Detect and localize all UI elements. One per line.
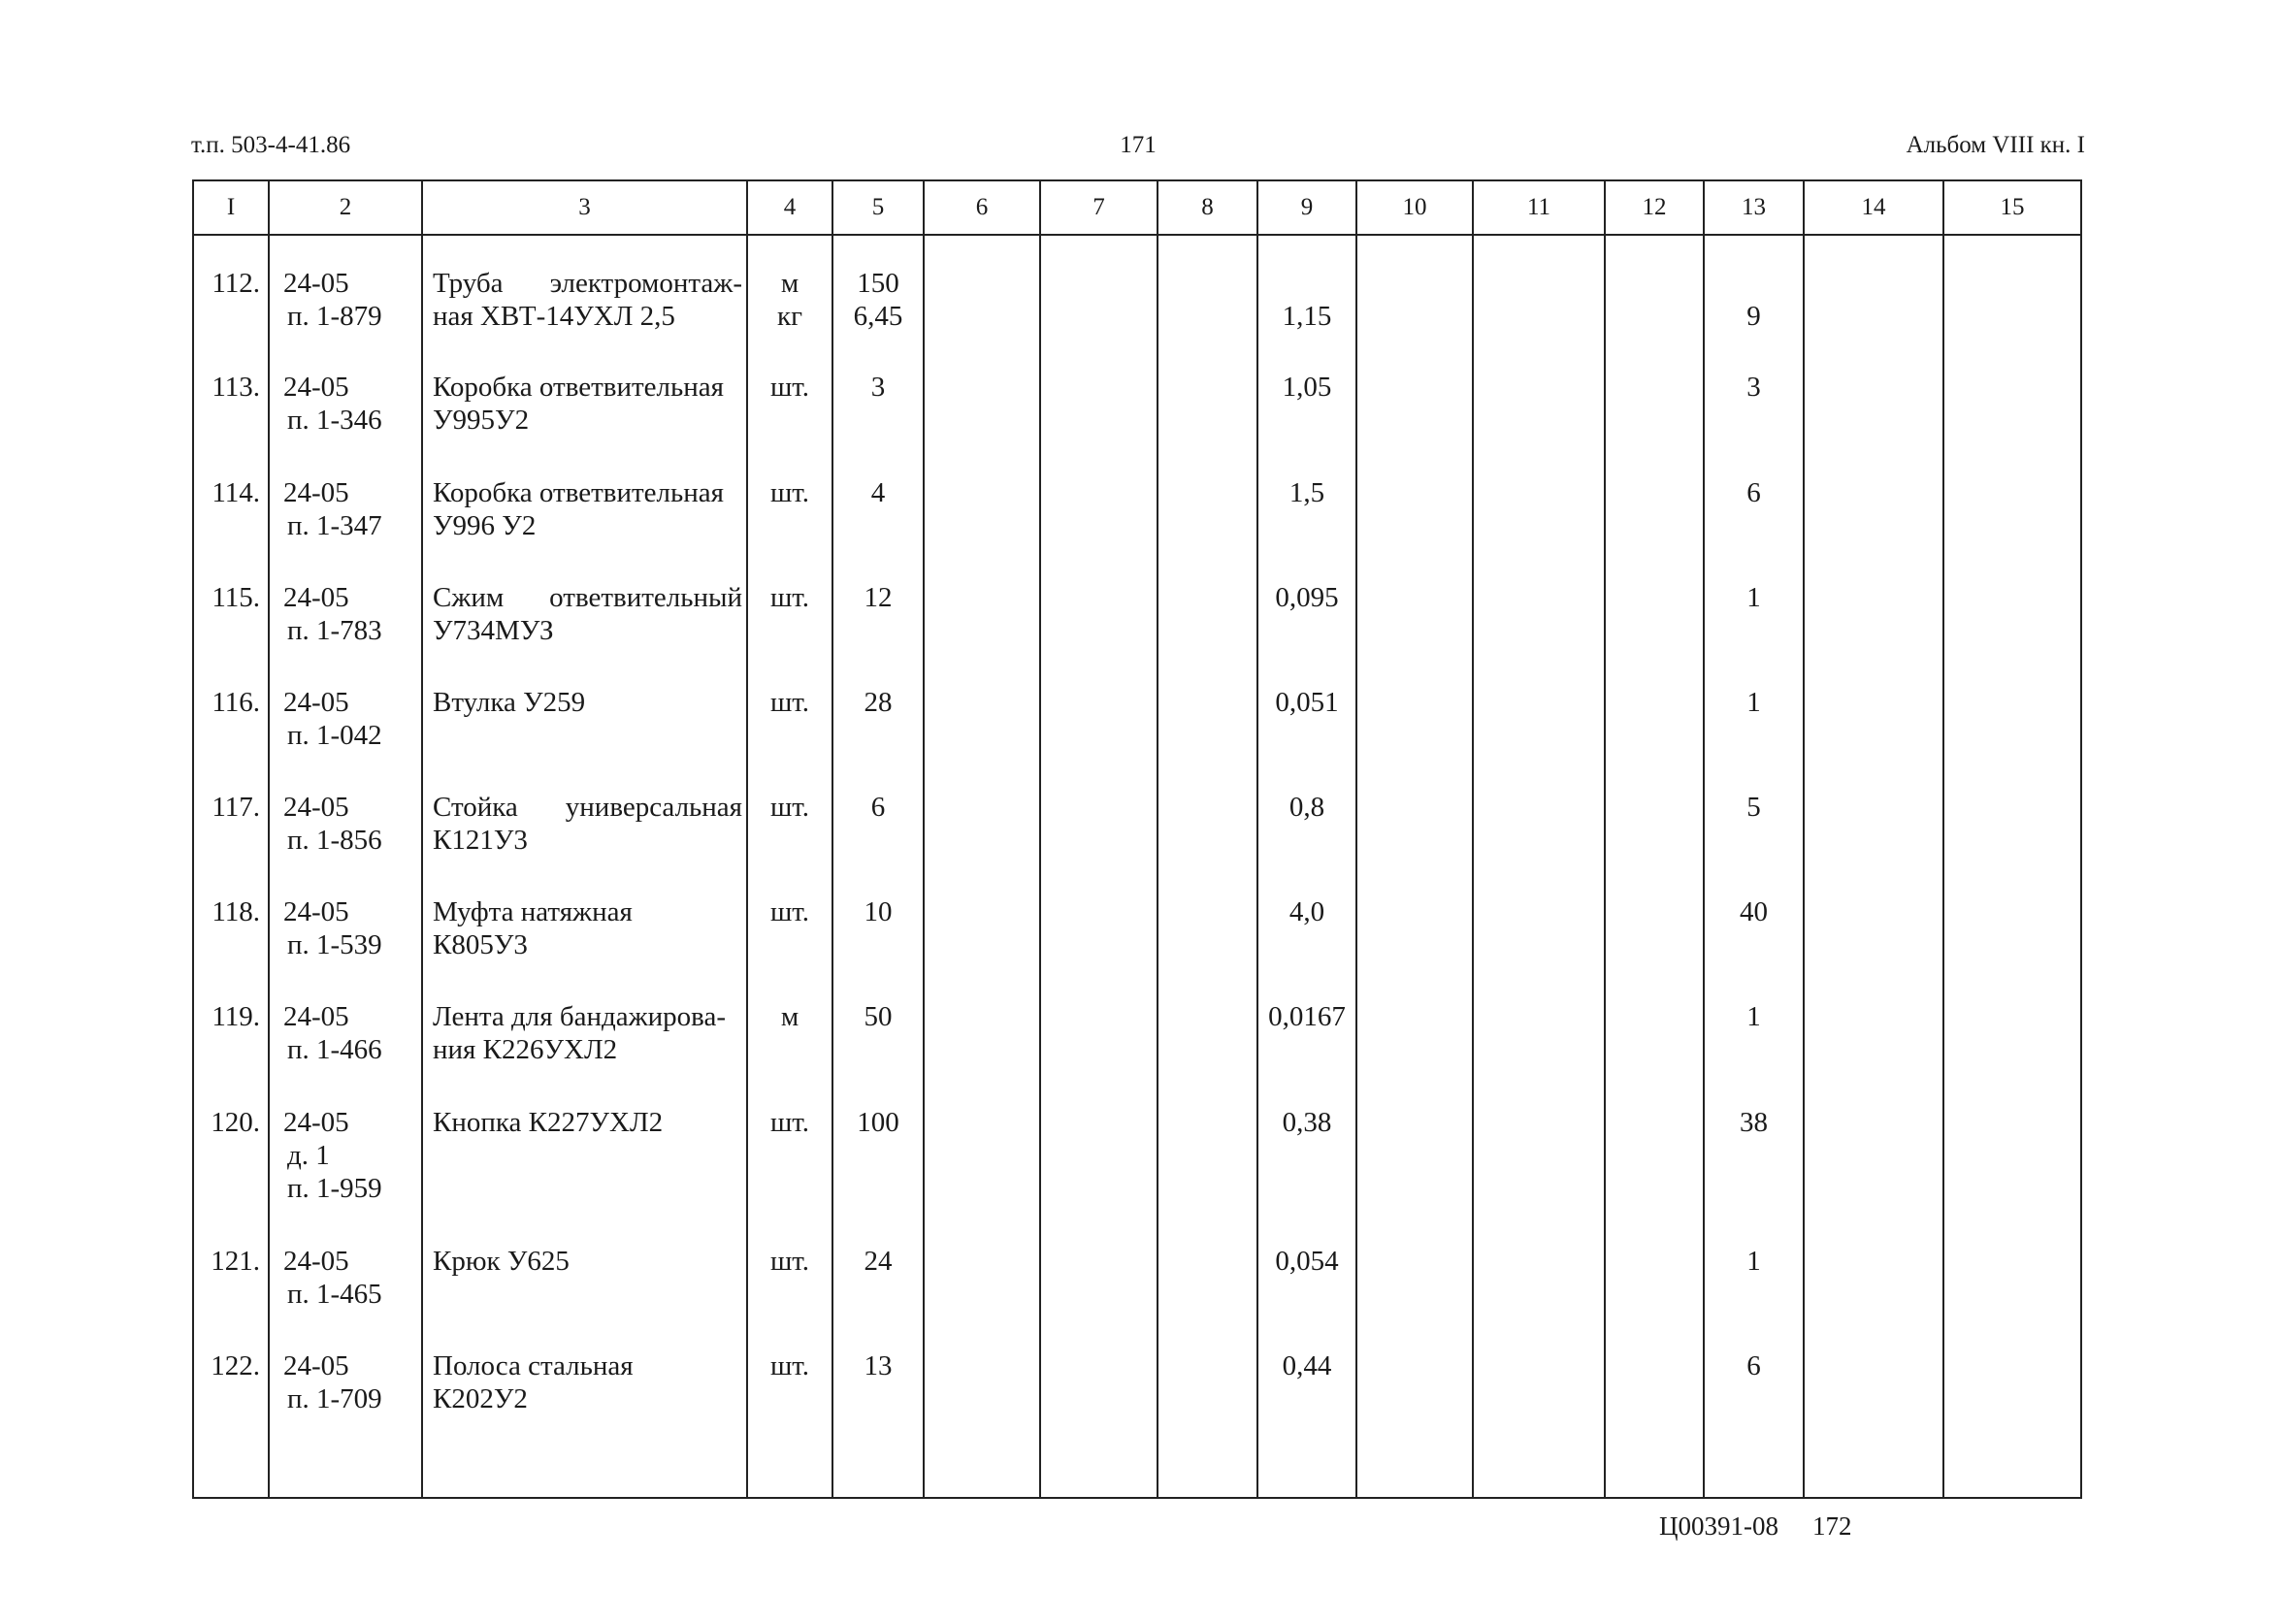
column-header: 11 [1473, 180, 1605, 235]
quantity: 50 [864, 1001, 893, 1033]
empty-cell [1605, 1100, 1704, 1240]
empty-cell [1158, 680, 1257, 785]
empty-cell [924, 1344, 1040, 1498]
col9-cell [1257, 1100, 1356, 1240]
empty-cell [924, 575, 1040, 680]
pricebook-code-cell [269, 680, 422, 785]
col13-value: 5 [1746, 792, 1761, 824]
unit-cell [747, 1239, 832, 1344]
album-reference: Альбом VIII кн. I [1906, 132, 2085, 158]
empty-cell [1040, 575, 1158, 680]
quantity-cell [832, 471, 924, 575]
col9-cell [1257, 1344, 1356, 1498]
empty-cell [1605, 785, 1704, 890]
quantity-cell [832, 1239, 924, 1344]
col9-value: 0,051 [1275, 686, 1339, 718]
empty-cell [1040, 471, 1158, 575]
empty-cell [1605, 575, 1704, 680]
col9-value: 1,15 [1282, 301, 1332, 332]
empty-cell [1943, 1344, 2081, 1498]
empty-cell [1473, 680, 1605, 785]
pricebook-item: п. 1-856 [287, 825, 382, 857]
item-name-line: Муфта натяжная [433, 896, 633, 928]
item-name-line: ния К226УХЛ2 [433, 1034, 618, 1066]
item-number: 114. [193, 471, 269, 575]
item-number: 115. [193, 575, 269, 680]
col13-cell [1704, 890, 1804, 994]
empty-cell [1356, 365, 1473, 470]
column-header: 6 [924, 180, 1040, 235]
pricebook-item: п. 1-959 [287, 1172, 382, 1204]
table-row [193, 575, 2081, 680]
empty-cell [1356, 235, 1473, 365]
empty-cell [1804, 890, 1943, 994]
col13-value: 1 [1746, 1246, 1761, 1278]
empty-cell [1356, 680, 1473, 785]
item-name-cell [422, 680, 747, 785]
empty-cell [1040, 680, 1158, 785]
col9-value: 1,05 [1282, 372, 1332, 404]
empty-cell [1605, 680, 1704, 785]
column-header: 14 [1804, 180, 1943, 235]
col13-value: 3 [1746, 372, 1761, 404]
unit: шт. [769, 686, 810, 718]
item-name-line: Втулка У259 [433, 686, 586, 718]
quantity: 150 [857, 268, 899, 299]
empty-cell [1473, 235, 1605, 365]
col9-cell [1257, 235, 1356, 365]
col9-cell [1257, 785, 1356, 890]
item-number: 119. [193, 994, 269, 1099]
empty-cell [1473, 1239, 1605, 1344]
empty-cell [1040, 1344, 1158, 1498]
item-name-line: Труба электромонтаж- [433, 268, 742, 299]
quantity: 13 [864, 1350, 893, 1382]
quantity-cell [832, 365, 924, 470]
item-name-line: К202У2 [433, 1383, 528, 1415]
empty-cell [1040, 994, 1158, 1099]
quantity-cell [832, 235, 924, 365]
empty-cell [1804, 471, 1943, 575]
unit: м [780, 1001, 799, 1033]
empty-cell [924, 1239, 1040, 1344]
unit-cell [747, 471, 832, 575]
empty-cell [1158, 365, 1257, 470]
pricebook-code: 24-05 [283, 372, 349, 404]
item-name-cell [422, 785, 747, 890]
pricebook-code: 24-05 [283, 476, 349, 508]
item-name-line: Полоса стальная [433, 1350, 634, 1382]
col9-cell [1257, 575, 1356, 680]
item-name-cell [422, 471, 747, 575]
unit-cell [747, 575, 832, 680]
table-row [193, 365, 2081, 470]
empty-cell [1943, 1100, 2081, 1240]
item-number: 117. [193, 785, 269, 890]
empty-cell [1804, 994, 1943, 1099]
item-name-line: ная ХВТ-14УХЛ 2,5 [433, 301, 675, 332]
page-number: 171 [1120, 132, 1157, 158]
empty-cell [1356, 994, 1473, 1099]
table-row [193, 1100, 2081, 1240]
col9-value: 4,0 [1288, 896, 1325, 928]
pricebook-code-cell [269, 575, 422, 680]
empty-cell [924, 471, 1040, 575]
table-row [193, 680, 2081, 785]
unit-cell [747, 680, 832, 785]
empty-cell [1605, 1344, 1704, 1498]
quantity-cell [832, 890, 924, 994]
col13-cell [1704, 994, 1804, 1099]
column-header: 3 [422, 180, 747, 235]
unit: шт. [769, 1106, 810, 1138]
empty-cell [1040, 1100, 1158, 1240]
table-row [193, 1239, 2081, 1344]
item-name-cell [422, 365, 747, 470]
table-row [193, 994, 2081, 1099]
col9-value: 0,44 [1282, 1350, 1332, 1382]
pricebook-code-cell [269, 1239, 422, 1344]
column-header: 10 [1356, 180, 1473, 235]
item-number: 121. [193, 1239, 269, 1344]
pricebook-code: 24-05 [283, 1246, 349, 1278]
quantity-cell [832, 994, 924, 1099]
empty-cell [1040, 235, 1158, 365]
column-header: 12 [1605, 180, 1704, 235]
unit-cell [747, 890, 832, 994]
item-name-line: У734МУЗ [433, 614, 554, 646]
empty-cell [1356, 471, 1473, 575]
empty-cell [1473, 785, 1605, 890]
item-number: 116. [193, 680, 269, 785]
column-header: 5 [832, 180, 924, 235]
pricebook-item: д. 1 [287, 1139, 330, 1171]
pricebook-item: п. 1-465 [287, 1279, 382, 1311]
unit-cell [747, 365, 832, 470]
pricebook-item: п. 1-042 [287, 719, 382, 751]
pricebook-code-cell [269, 785, 422, 890]
sheet-code: Ц00391-08 [1659, 1511, 1778, 1541]
quantity: 4 [870, 476, 886, 508]
quantity-cell [832, 785, 924, 890]
column-header: 15 [1943, 180, 2081, 235]
col13-cell [1704, 1344, 1804, 1498]
quantity-cell [832, 575, 924, 680]
table-row [193, 1344, 2081, 1498]
col13-cell [1704, 785, 1804, 890]
pricebook-code: 24-05 [283, 686, 349, 718]
empty-cell [1473, 890, 1605, 994]
pricebook-code: 24-05 [283, 581, 349, 613]
empty-cell [1158, 890, 1257, 994]
pricebook-code-cell [269, 994, 422, 1099]
column-header: 9 [1257, 180, 1356, 235]
empty-cell [1356, 1239, 1473, 1344]
column-header: I [193, 180, 269, 235]
col9-value: 0,8 [1288, 792, 1325, 824]
empty-cell [1356, 575, 1473, 680]
col9-value: 0,054 [1275, 1246, 1339, 1278]
empty-cell [1804, 680, 1943, 785]
empty-cell [1804, 575, 1943, 680]
unit: шт. [769, 372, 810, 404]
empty-cell [1158, 1239, 1257, 1344]
empty-cell [1356, 785, 1473, 890]
pricebook-code: 24-05 [283, 1350, 349, 1382]
unit-cell [747, 235, 832, 365]
col13-value: 38 [1740, 1106, 1768, 1138]
pricebook-code-cell [269, 365, 422, 470]
col9-cell [1257, 365, 1356, 470]
unit-cell [747, 1100, 832, 1240]
item-number: 120. [193, 1100, 269, 1240]
pricebook-item: п. 1-466 [287, 1034, 382, 1066]
item-name-cell [422, 235, 747, 365]
empty-cell [1943, 890, 2081, 994]
col13-value: 1 [1746, 581, 1761, 613]
col9-value: 0,38 [1282, 1106, 1332, 1138]
empty-cell [924, 890, 1040, 994]
pricebook-code-cell [269, 890, 422, 994]
empty-cell [1943, 235, 2081, 365]
empty-cell [924, 680, 1040, 785]
pricebook-code-cell [269, 235, 422, 365]
empty-cell [1943, 575, 2081, 680]
unit-cell [747, 1344, 832, 1498]
item-name-line: Сжим ответвительный [433, 581, 742, 613]
col13-cell [1704, 1239, 1804, 1344]
col9-cell [1257, 890, 1356, 994]
pricebook-code: 24-05 [283, 268, 349, 299]
empty-cell [1943, 471, 2081, 575]
col13-value: 6 [1746, 476, 1761, 508]
pricebook-item: п. 1-346 [287, 405, 382, 437]
item-name-cell [422, 1239, 747, 1344]
unit-cell [747, 994, 832, 1099]
item-name-cell [422, 890, 747, 994]
item-name-line: У996 У2 [433, 509, 537, 541]
col13-cell [1704, 680, 1804, 785]
item-name-cell [422, 1100, 747, 1240]
empty-cell [1158, 994, 1257, 1099]
sheet-page-number: 172 [1812, 1511, 1852, 1541]
quantity: 6 [870, 792, 886, 824]
empty-cell [1804, 785, 1943, 890]
col13-cell [1704, 235, 1804, 365]
col13-cell [1704, 471, 1804, 575]
empty-cell [1356, 1100, 1473, 1240]
document-designation: т.п. 503-4-41.86 [191, 132, 351, 158]
col13-cell [1704, 575, 1804, 680]
col9-cell [1257, 471, 1356, 575]
unit-cell [747, 785, 832, 890]
empty-cell [1804, 1239, 1943, 1344]
quantity: 6,45 [853, 301, 903, 332]
empty-cell [1473, 994, 1605, 1099]
table-row [193, 235, 2081, 365]
quantity-cell [832, 1344, 924, 1498]
item-name-cell [422, 1344, 747, 1498]
column-header: 2 [269, 180, 422, 235]
unit: шт. [769, 792, 810, 824]
table-row [193, 785, 2081, 890]
empty-cell [1040, 365, 1158, 470]
item-number: 122. [193, 1344, 269, 1498]
empty-cell [1605, 471, 1704, 575]
empty-cell [1605, 994, 1704, 1099]
col9-value: 1,5 [1288, 476, 1325, 508]
empty-cell [1605, 890, 1704, 994]
empty-cell [1158, 575, 1257, 680]
unit: шт. [769, 1246, 810, 1278]
quantity: 24 [864, 1246, 893, 1278]
col9-cell [1257, 994, 1356, 1099]
empty-cell [1040, 785, 1158, 890]
empty-cell [1473, 365, 1605, 470]
empty-cell [924, 365, 1040, 470]
col13-value: 9 [1746, 301, 1761, 332]
col9-cell [1257, 1239, 1356, 1344]
col13-value: 1 [1746, 686, 1761, 718]
empty-cell [1158, 235, 1257, 365]
pricebook-item: п. 1-783 [287, 614, 382, 646]
unit: кг [777, 301, 802, 332]
item-name-line: Крюк У625 [433, 1246, 570, 1278]
item-name-line: Стойка универсальная [433, 792, 742, 824]
column-header: 8 [1158, 180, 1257, 235]
pricebook-code-cell [269, 1344, 422, 1498]
empty-cell [1943, 785, 2081, 890]
col13-value: 6 [1746, 1350, 1761, 1382]
item-number: 118. [193, 890, 269, 994]
empty-cell [1804, 365, 1943, 470]
item-number: 113. [193, 365, 269, 470]
empty-cell [1943, 1239, 2081, 1344]
empty-cell [1040, 1239, 1158, 1344]
pricebook-item: п. 1-539 [287, 929, 382, 961]
table-row [193, 471, 2081, 575]
empty-cell [1158, 1344, 1257, 1498]
col13-cell [1704, 1100, 1804, 1240]
unit: шт. [769, 581, 810, 613]
table-row [193, 890, 2081, 994]
col13-value: 40 [1740, 896, 1768, 928]
col9-cell [1257, 680, 1356, 785]
empty-cell [1804, 1344, 1943, 1498]
unit: шт. [769, 476, 810, 508]
empty-cell [1943, 365, 2081, 470]
pricebook-code: 24-05 [283, 792, 349, 824]
item-name-line: Коробка ответвительная [433, 476, 724, 508]
pricebook-code: 24-05 [283, 896, 349, 928]
pricebook-code: 24-05 [283, 1001, 349, 1033]
quantity-cell [832, 680, 924, 785]
empty-cell [1943, 994, 2081, 1099]
empty-cell [1473, 1100, 1605, 1240]
empty-cell [924, 785, 1040, 890]
col9-value: 0,0167 [1268, 1001, 1346, 1033]
column-header: 7 [1040, 180, 1158, 235]
empty-cell [1473, 1344, 1605, 1498]
empty-cell [1158, 1100, 1257, 1240]
empty-cell [1804, 235, 1943, 365]
item-number: 112. [193, 235, 269, 365]
quantity: 12 [864, 581, 893, 613]
item-name-line: Лента для бандажирова- [433, 1001, 726, 1033]
empty-cell [1605, 1239, 1704, 1344]
empty-cell [924, 235, 1040, 365]
unit: м [780, 268, 799, 299]
pricebook-item: п. 1-879 [287, 301, 382, 332]
column-header: 13 [1704, 180, 1804, 235]
col13-cell [1704, 365, 1804, 470]
empty-cell [1356, 1344, 1473, 1498]
col13-value: 1 [1746, 1001, 1761, 1033]
item-name-line: У995У2 [433, 405, 530, 437]
item-name-line: К805У3 [433, 929, 528, 961]
pricebook-item: п. 1-347 [287, 509, 382, 541]
column-header: 4 [747, 180, 832, 235]
quantity: 3 [870, 372, 886, 404]
pricebook-code: 24-05 [283, 1106, 349, 1138]
item-name-cell [422, 994, 747, 1099]
item-name-line: Кнопка К227УХЛ2 [433, 1106, 664, 1138]
unit: шт. [769, 1350, 810, 1382]
quantity: 100 [857, 1106, 899, 1138]
column-number-header [193, 180, 2081, 235]
empty-cell [1158, 785, 1257, 890]
col9-value: 0,095 [1275, 581, 1339, 613]
pricebook-item: п. 1-709 [287, 1383, 382, 1415]
unit: шт. [769, 896, 810, 928]
empty-cell [1605, 365, 1704, 470]
empty-cell [1605, 235, 1704, 365]
empty-cell [924, 994, 1040, 1099]
empty-cell [1804, 1100, 1943, 1240]
empty-cell [924, 1100, 1040, 1240]
empty-cell [1473, 575, 1605, 680]
item-name-line: Коробка ответвительная [433, 372, 724, 404]
item-name-cell [422, 575, 747, 680]
pricebook-code-cell [269, 471, 422, 575]
quantity: 10 [864, 896, 893, 928]
empty-cell [1943, 680, 2081, 785]
quantity: 28 [864, 686, 893, 718]
quantity-cell [832, 1100, 924, 1240]
empty-cell [1473, 471, 1605, 575]
specification-table [192, 179, 2082, 1499]
empty-cell [1040, 890, 1158, 994]
empty-cell [1356, 890, 1473, 994]
item-name-line: К121У3 [433, 825, 528, 857]
empty-cell [1158, 471, 1257, 575]
pricebook-code-cell [269, 1100, 422, 1240]
